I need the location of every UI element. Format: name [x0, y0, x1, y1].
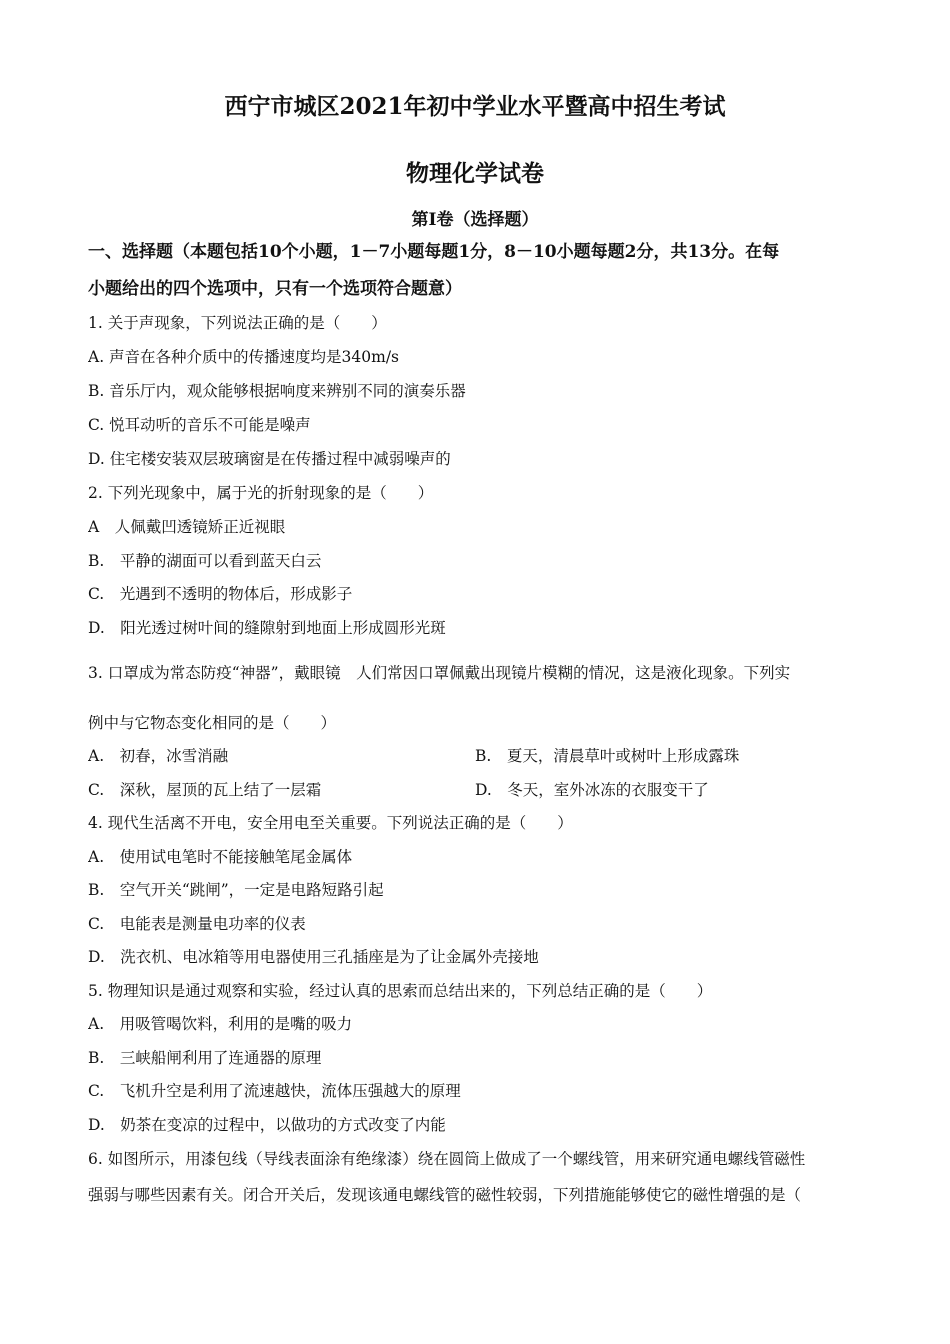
question-2-option-b: B. 平静的湖面可以看到蓝天白云 [88, 552, 322, 570]
question-6-stem: 6. 如图所示，用漆包线（导线表面涂有绝缘漆）绕在圆筒上做成了一个螺线管，用来研究通电螺线管磁性 [88, 1150, 806, 1168]
question-4-option-d: D. 洗衣机、电冰箱等用电器使用三孔插座是为了让金属外壳接地 [88, 948, 539, 966]
question-1-option-b: B. 音乐厅内，观众能够根据响度来辨别不同的演奏乐器 [88, 382, 466, 400]
question-2-option-c: C. 光遇到不透明的物体后，形成影子 [88, 585, 353, 603]
question-3-option-c: C. 深秋，屋顶的瓦上结了一层霜 [88, 781, 322, 799]
question-4-option-c: C. 电能表是测量电功率的仪表 [88, 915, 306, 933]
exam-title: 西宁市城区2021年初中学业水平暨高中招生考试 [224, 93, 726, 120]
question-3-stem: 3. 口罩成为常态防疫“神器”，戴眼镜 人们常因口罩佩戴出现镜片模糊的情况，这是液化现象。下列实 [88, 664, 791, 682]
question-5-option-c: C. 飞机升空是利用了流速越快，流体压强越大的原理 [88, 1082, 461, 1100]
question-3-option-a: A. 初春，冰雪消融 [88, 747, 229, 765]
question-3-option-d: D. 冬天，室外冰冻的衣服变干了 [475, 781, 709, 799]
question-1-option-d: D. 住宅楼安装双层玻璃窗是在传播过程中减弱噪声的 [88, 450, 451, 468]
question-2-stem: 2. 下列光现象中，属于光的折射现象的是（ ） [88, 484, 434, 502]
question-3-stem-cont: 例中与它物态变化相同的是（ ） [88, 714, 337, 732]
question-2-option-d: D. 阳光透过树叶间的缝隙射到地面上形成圆形光斑 [88, 619, 446, 637]
question-1-stem: 1. 关于声现象，下列说法正确的是（ ） [88, 314, 387, 332]
question-4-option-b: B. 空气开关“跳闸”，一定是电路短路引起 [88, 881, 384, 899]
question-5-option-b: B. 三峡船闸利用了连通器的原理 [88, 1049, 322, 1067]
question-3-option-b: B. 夏天，清晨草叶或树叶上形成露珠 [475, 747, 740, 765]
section-heading-cont: 小题给出的四个选项中，只有一个选项符合题意） [88, 279, 462, 299]
question-4-option-a: A. 使用试电笔时不能接触笔尾金属体 [88, 848, 353, 866]
question-2-option-a: A 人佩戴凹透镜矫正近视眼 [88, 518, 286, 536]
question-5-option-a: A. 用吸管喝饮料，利用的是嘴的吸力 [88, 1015, 353, 1033]
question-1-option-a: A. 声音在各种介质中的传播速度均是340m/s [88, 348, 400, 366]
question-4-stem: 4. 现代生活离不开电，安全用电至关重要。下列说法正确的是（ ） [88, 814, 573, 832]
question-5-stem: 5. 物理知识是通过观察和实验，经过认真的思索而总结出来的，下列总结正确的是（ ） [88, 982, 713, 1000]
question-1-option-c: C. 悦耳动听的音乐不可能是噪声 [88, 416, 311, 434]
exam-subtitle: 物理化学试卷 [406, 160, 544, 187]
section-heading: 一、选择题（本题包括10个小题，1－7小题每题1分，8－10小题每题2分，共13分。在每 [88, 242, 780, 262]
question-6-stem-cont: 强弱与哪些因素有关。闭合开关后，发现该通电螺线管的磁性较弱，下列措施能够使它的磁性增强的是（ [88, 1186, 802, 1204]
question-5-option-d: D. 奶茶在变凉的过程中，以做功的方式改变了内能 [88, 1116, 446, 1134]
part-heading: 第Ⅰ卷（选择题） [411, 210, 539, 230]
